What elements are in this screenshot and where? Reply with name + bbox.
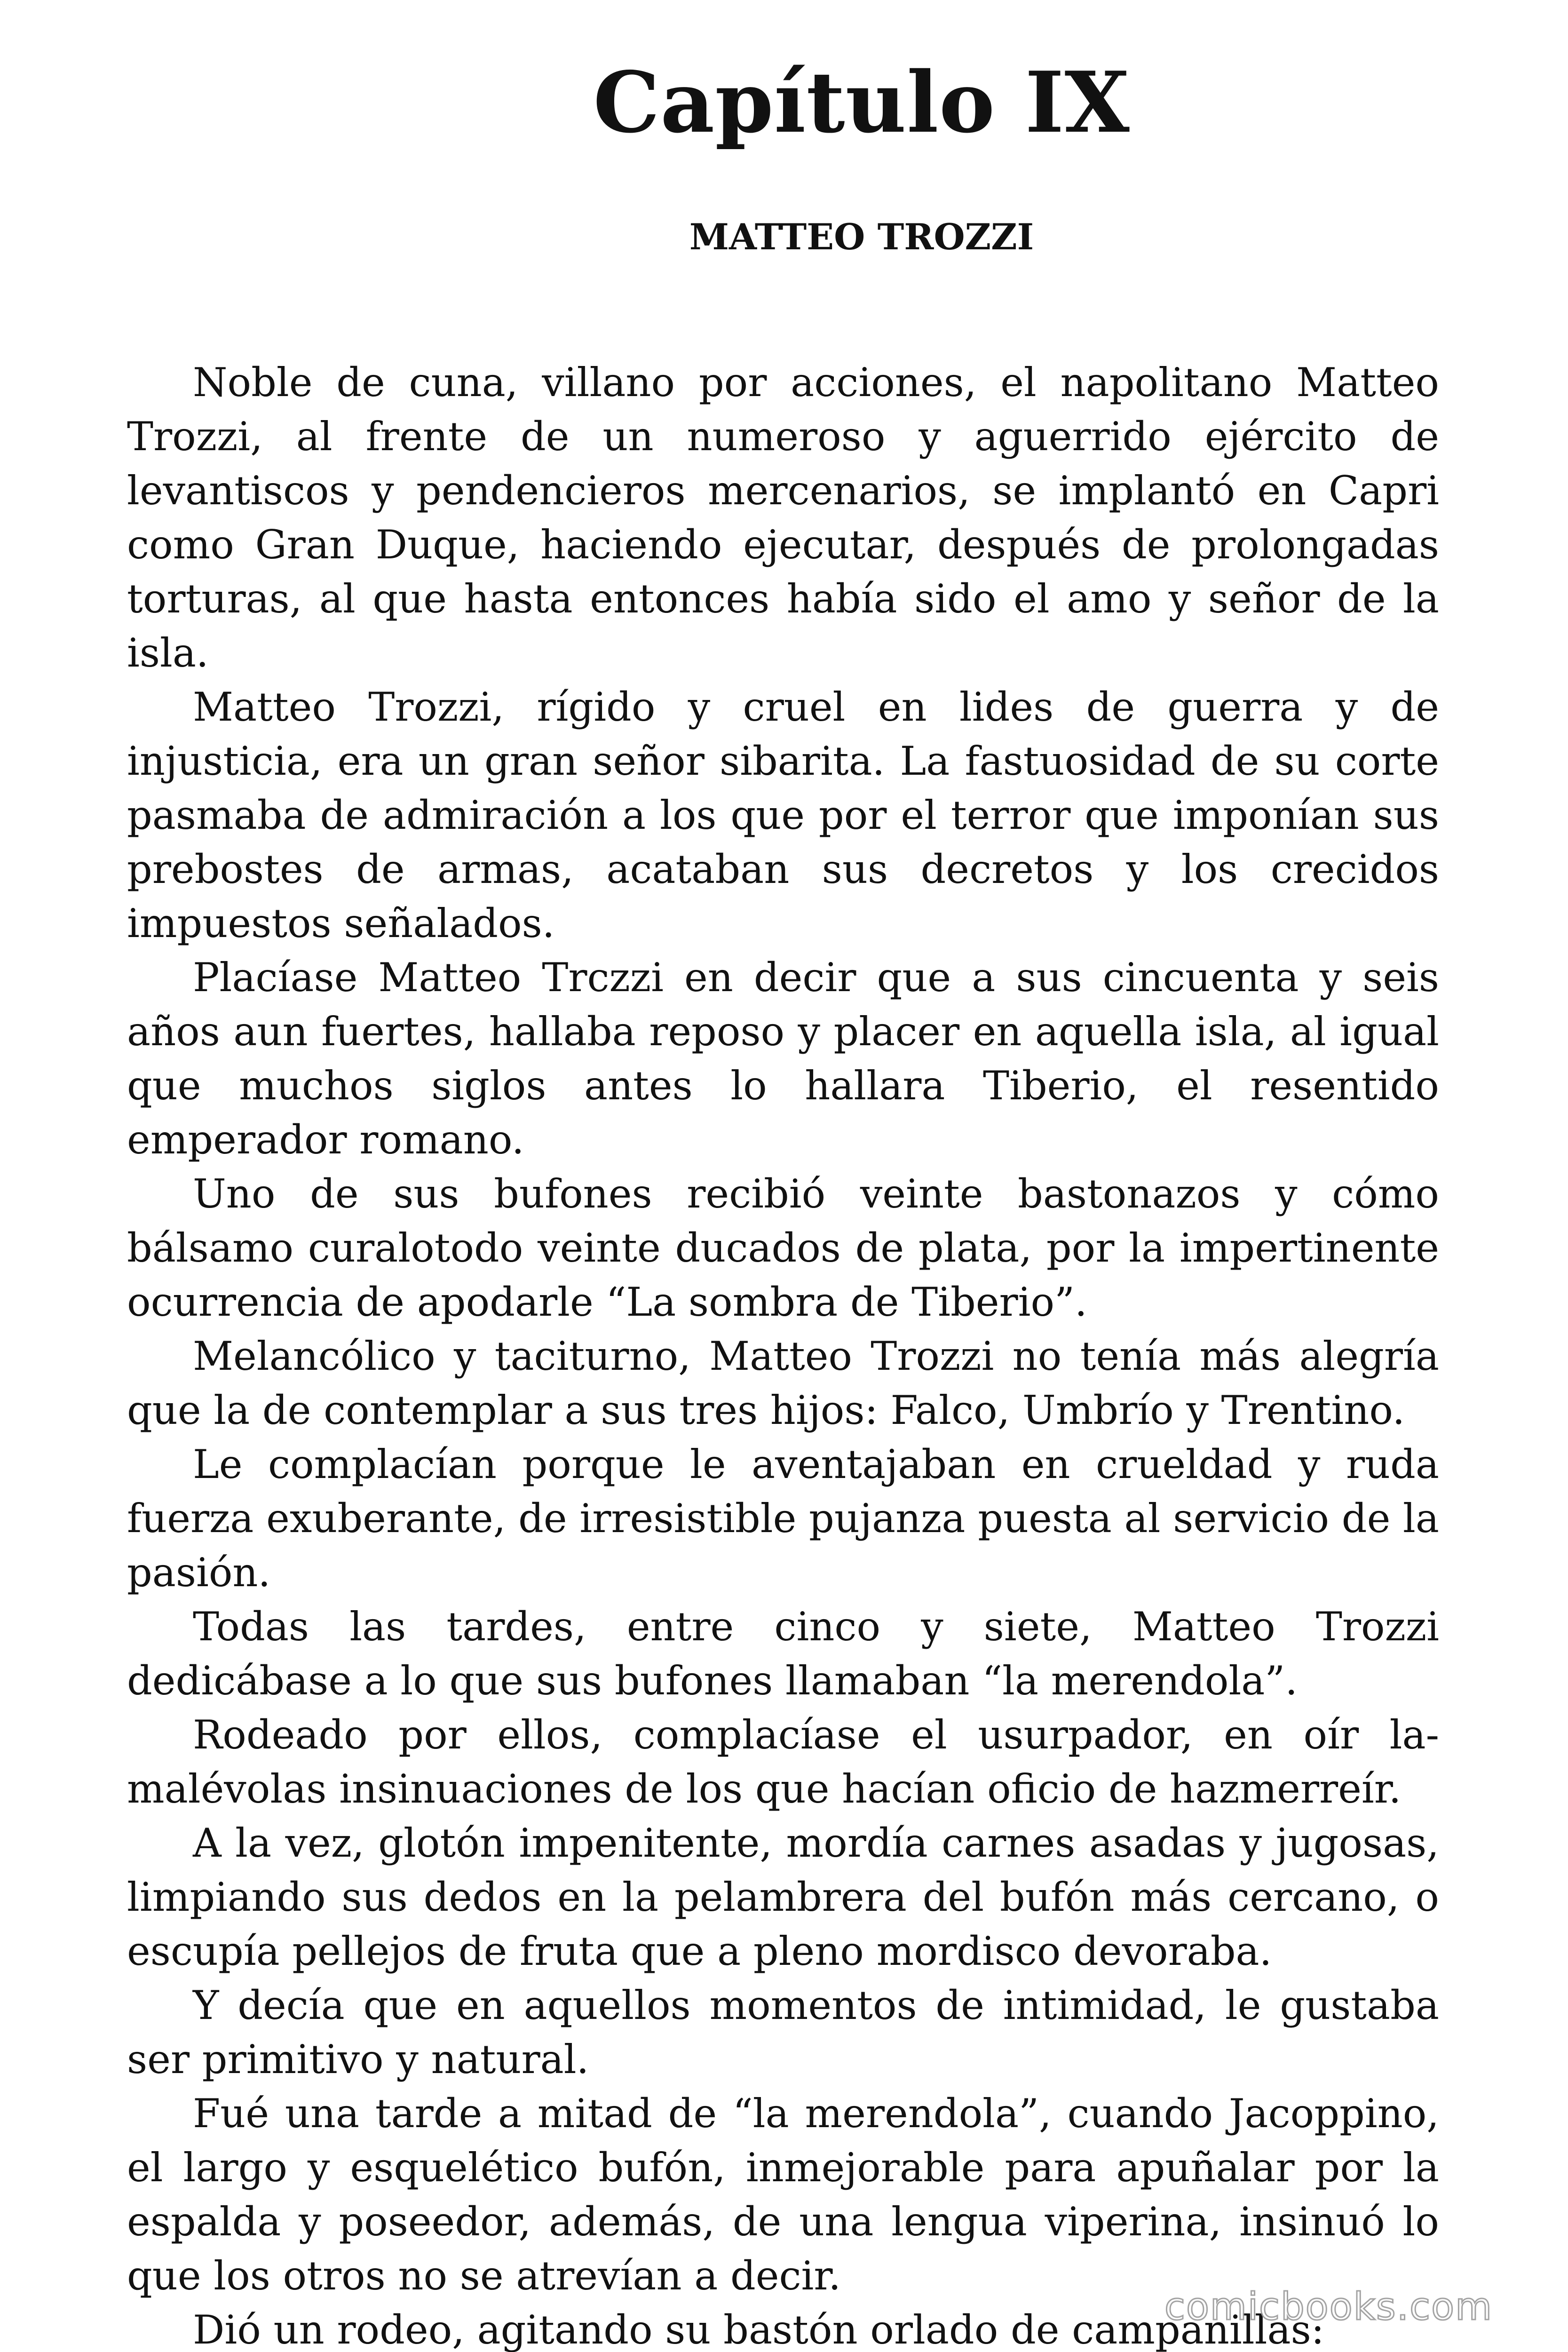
paragraph: Todas las tardes, entre cinco y siete, Matteo Trozzi dedicábase a lo que sus bufones llamaban “la merendola”. [127,1604,1439,1704]
watermark: comicbooks.com [1164,2285,1493,2328]
paragraph: Dió un rodeo, agitando su bastón orlado de campanillas: [193,2307,1324,2352]
chapter-body [127,356,1439,2352]
paragraph: Uno de sus bufones recibió veinte bastonazos y cómo bálsamo curalotodo veinte ducados de plata, por la impertinente ocurrencia de apodarle “La sombra de Tiberio”. [127,1171,1439,1325]
paragraph: Placíase Matteo Trczzi en decir que a sus cincuenta y seis años aun fuertes, hallaba reposo y placer en aquella isla, al igual que muchos siglos antes lo hallara Tiberio, el resentido emperador romano. [127,954,1439,1163]
paragraph: Matteo Trozzi, rígido y cruel en lides de guerra y de injusticia, era un gran señor sibarita. La fastuosidad de su corte pasmaba de admiración a los que por el terror que imponían sus prebostes de armas, acataban sus decretos y los crecidos impuestos señalados. [127,684,1439,946]
chapter-title: Capítulo IX [593,53,1130,151]
paragraph: Noble de cuna, villano por acciones, el napolitano Matteo Trozzi, al frente de un numeroso y aguerrido ejército de levantiscos y pendencieros mercenarios, se implantó en Capri como Gran Duque, haciendo ejecutar, después de prolongadas torturas, al que hasta entonces había sido el amo y señor de la isla. [127,359,1439,676]
paragraph: Melancólico y taciturno, Matteo Trozzi no tenía más alegría que la de contemplar a sus tres hijos: Falco, Umbrío y Trentino. [127,1333,1439,1433]
chapter-subtitle: MATTEO TROZZI [689,216,1034,258]
paragraph: A la vez, glotón impenitente, mordía carnes asadas y jugosas, limpiando sus dedos en la pelambrera del bufón más cercano, o escupía pellejos de fruta que a pleno mordisco devoraba. [127,1820,1439,1974]
paragraph: Y decía que en aquellos momentos de intimidad, le gustaba ser primitivo y natural. [127,1982,1439,2082]
paragraph: Rodeado por ellos, complacíase el usurpador, en oír la-malévolas insinuaciones de los que hacían oficio de hazmerreír. [127,1712,1439,1812]
paragraph: Le complacían porque le aventajaban en crueldad y ruda fuerza exuberante, de irresistible pujanza puesta al servicio de la pasión. [127,1441,1439,1596]
paragraph: Fué una tarde a mitad de “la merendola”, cuando Jacoppino, el largo y esquelético bufón, inmejorable para apuñalar por la espalda y poseedor, además, de una lengua viperina, insinuó lo que los otros no se atrevían a decir. [127,2090,1439,2299]
